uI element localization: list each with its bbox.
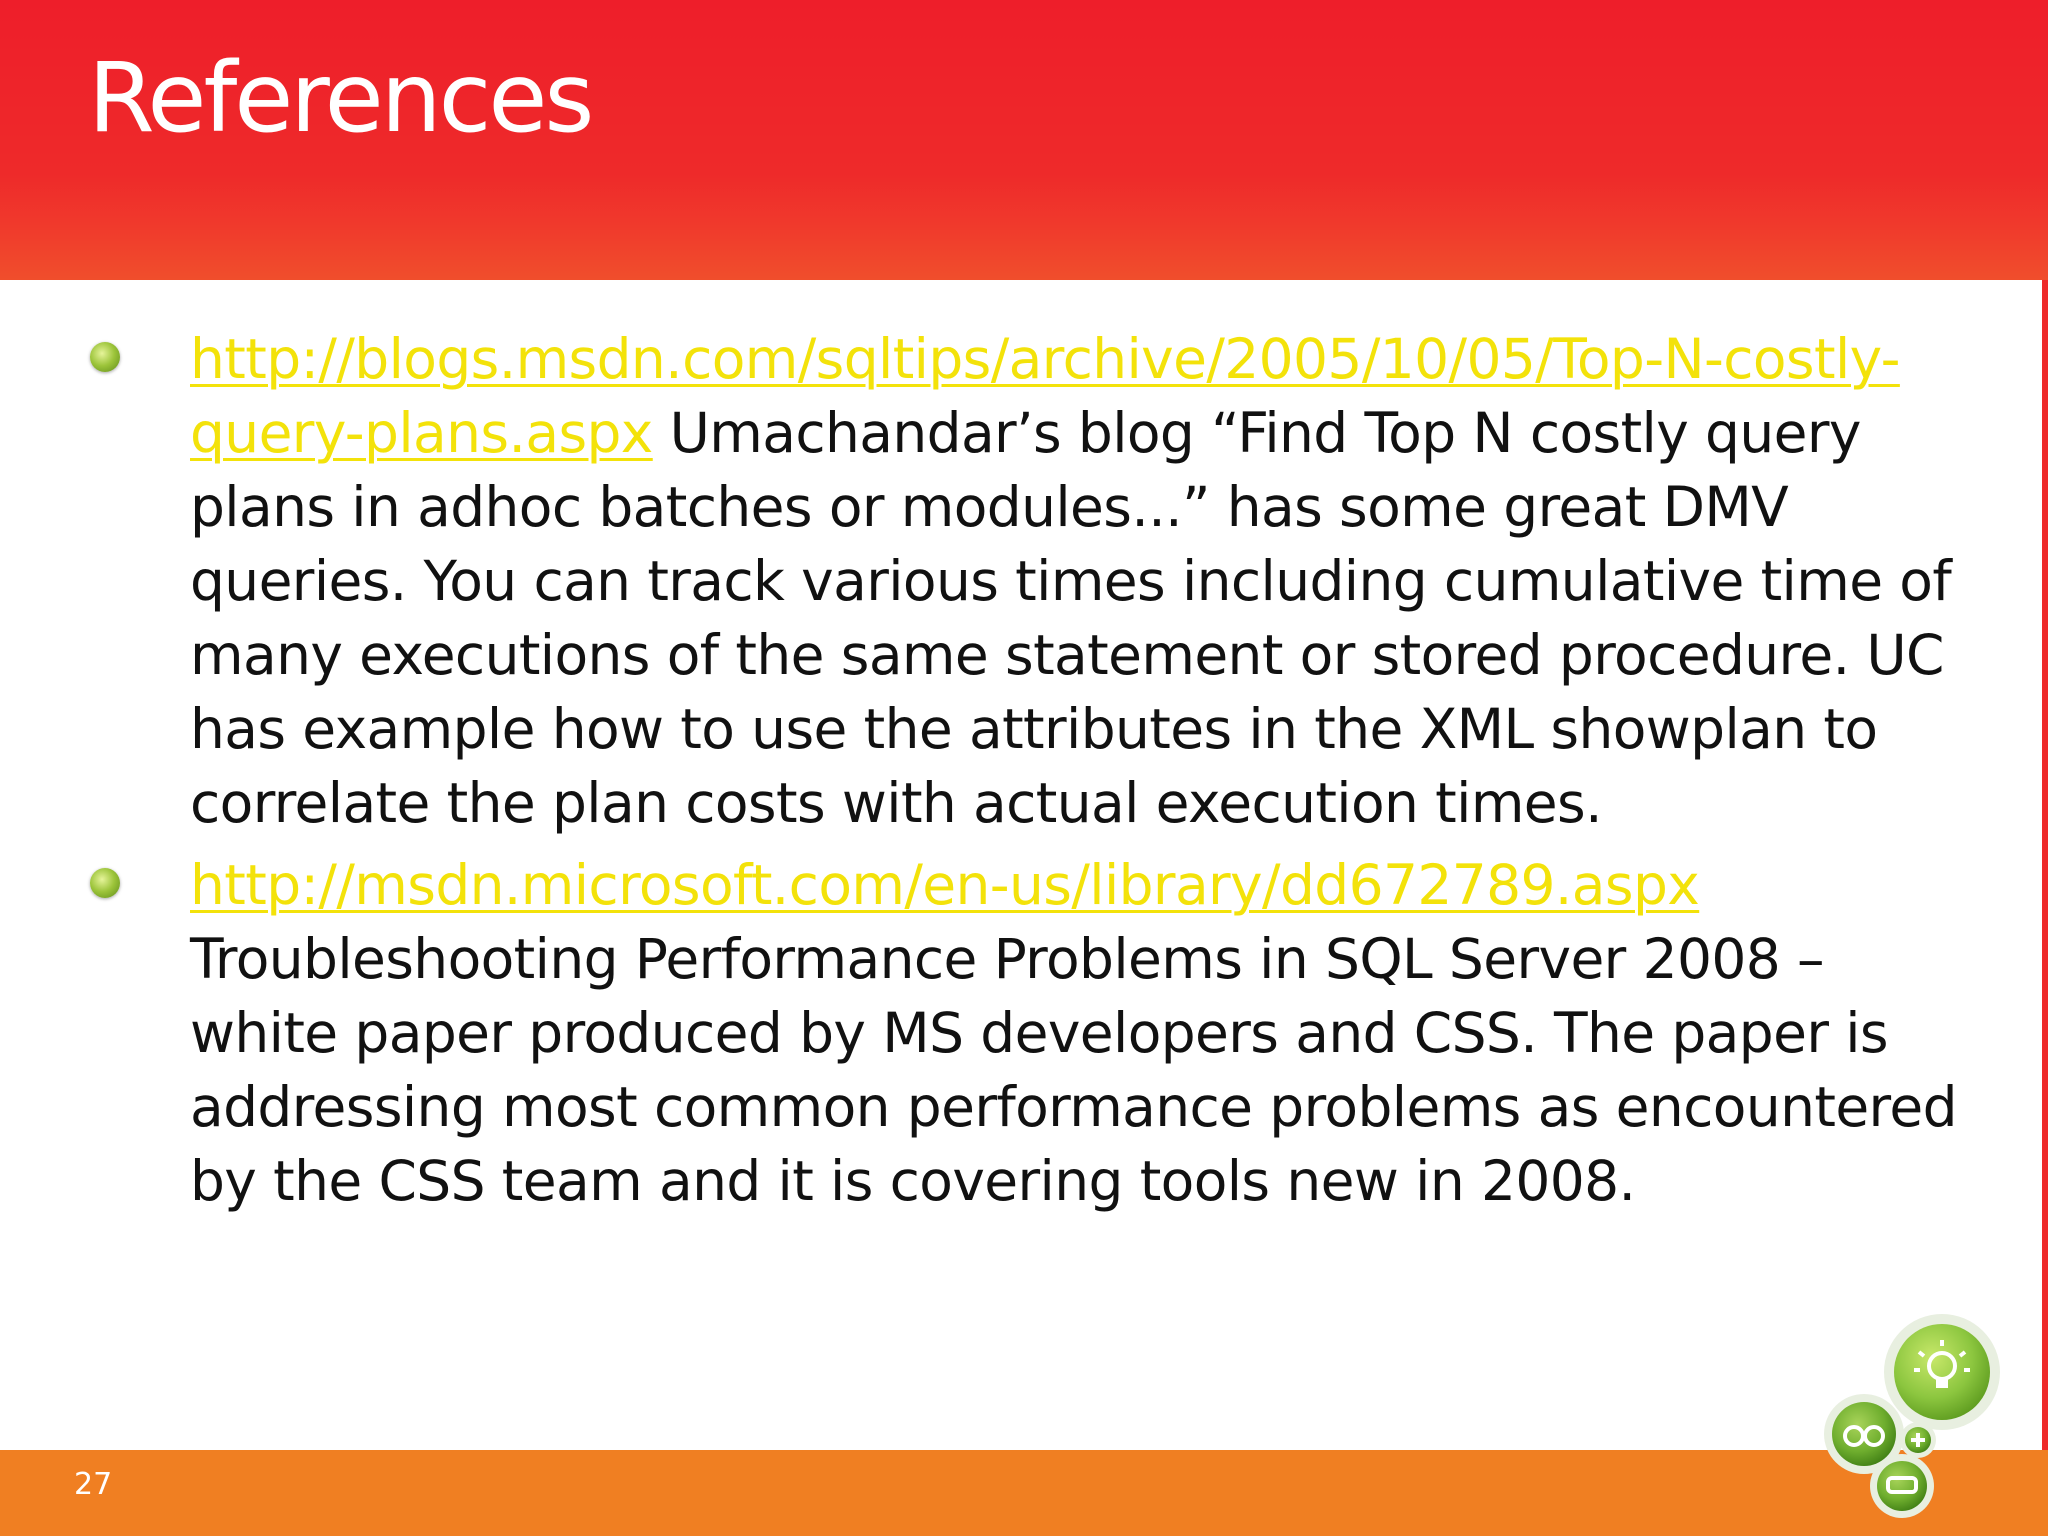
reference-item-2 <box>88 848 1968 1218</box>
references-list <box>88 322 1968 1226</box>
reference-description-1: Umachandar’s blog “Find Top N costly query plans in adhoc batches or modules...” has some great DMV queries. You can track various times including cumulative time of many executions of the same statement or stored procedure. UC has example how to use the attributes in the XML showplan to correlate the plan costs with actual execution times. <box>190 401 1952 835</box>
green-orb-bullet-icon <box>90 342 120 372</box>
green-orb-bullet-icon <box>90 868 120 898</box>
title-band <box>0 0 2048 280</box>
reference-link-1[interactable]: http://blogs.msdn.com/sqltips/archive/2005/10/05/Top-N-costly-query-plans.aspx <box>190 327 1900 465</box>
page-number: 27 <box>74 1467 113 1502</box>
reference-link-2[interactable]: http://msdn.microsoft.com/en-us/library/dd672789.aspx <box>190 853 1700 917</box>
right-edge-stripe <box>2042 280 2048 1450</box>
reference-description-2: Troubleshooting Performance Problems in SQL Server 2008 – white paper produced by MS developers and CSS. The paper is addressing most common performance problems as encountered by the CSS team and it is covering tools new in 2008. <box>190 927 1957 1213</box>
footer-band <box>0 1450 2048 1536</box>
reference-item-1 <box>88 322 1968 840</box>
slide-title: References <box>88 42 592 154</box>
lightbulb-binoculars-logo-icon <box>1820 1310 2010 1536</box>
